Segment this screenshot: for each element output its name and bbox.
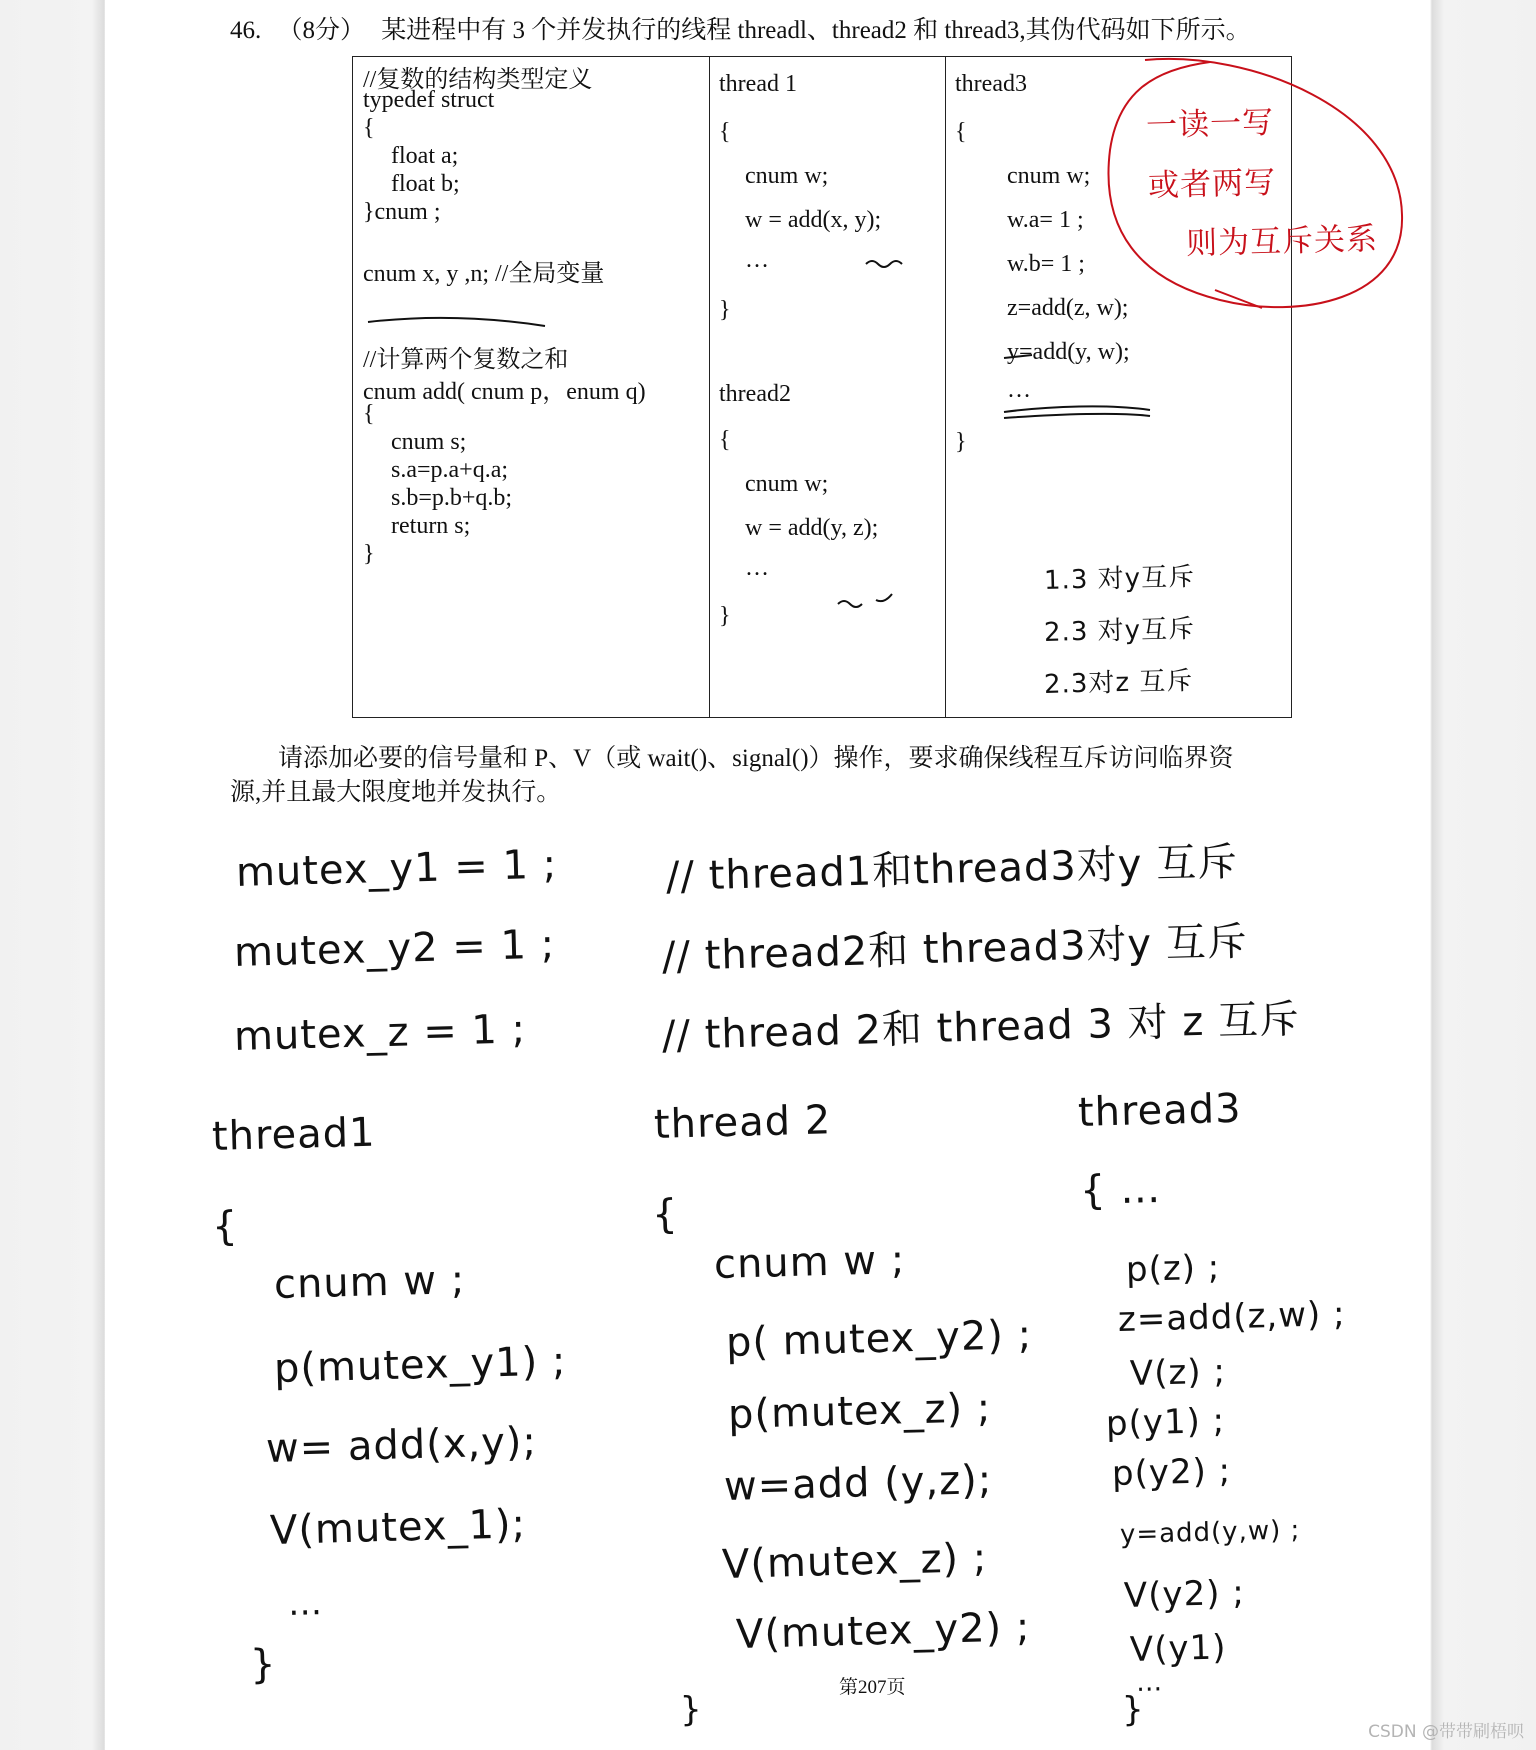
watermark: CSDN @带带刷梧呗 — [1368, 1722, 1524, 1742]
code-line: p( mutex_y2) ; — [725, 1311, 1033, 1366]
semaphore-comment: // thread 2和 thread 3 对 z 互斥 — [661, 996, 1301, 1059]
semaphore-decl: mutex_y1 = 1 ; — [235, 841, 558, 896]
code-line: … — [1135, 1667, 1164, 1698]
question-header — [230, 10, 1261, 46]
instruction-line-2: 源,并且最大限度地并发执行。 — [230, 779, 562, 806]
code-line: cnum w; — [745, 471, 829, 497]
semaphore-comment: // thread1和thread3对y 互斥 — [665, 839, 1239, 900]
code-line: V(mutex_1); — [269, 1501, 527, 1554]
code-column-definitions — [353, 57, 710, 717]
code-line: { — [211, 1203, 240, 1250]
code-line: //计算两个复数之和 — [363, 347, 569, 373]
code-line: … — [745, 555, 769, 581]
code-line: cnum w; — [1007, 163, 1091, 189]
code-line: return s; — [391, 513, 471, 539]
thread2-title: thread 2 — [653, 1097, 832, 1148]
code-column-thread1-thread2 — [709, 57, 946, 717]
code-line: p(z) ; — [1125, 1247, 1221, 1290]
code-line: { — [363, 401, 375, 427]
thread3-title: thread3 — [1077, 1085, 1243, 1136]
code-line: V(z) ; — [1129, 1351, 1227, 1394]
question-score: （8分） — [277, 17, 366, 44]
pair-annotation: 1.3 对y互斥 — [1043, 562, 1196, 596]
page-gutter-right — [1430, 0, 1536, 1750]
code-line: … — [1007, 377, 1031, 403]
code-line: } — [719, 603, 731, 629]
code-line: } — [1121, 1689, 1146, 1730]
code-line: } — [249, 1641, 278, 1688]
code-line: } — [719, 297, 731, 323]
question-text: 某进程中有 3 个并发执行的线程 threadl、thread2 和 thread3,其伪代码如下所示。 — [381, 17, 1251, 44]
code-line: s.b=p.b+q.b; — [391, 485, 513, 511]
code-line: p(y2) ; — [1111, 1450, 1232, 1494]
question-number: 46. — [230, 17, 262, 44]
code-line: }cnum ; — [363, 199, 441, 225]
code-line: y=add(y,w) ; — [1119, 1515, 1301, 1550]
code-line: V(mutex_z) ; — [721, 1535, 988, 1588]
code-line: V(y1) — [1129, 1627, 1228, 1670]
semaphore-decl: mutex_y2 = 1 ; — [233, 921, 556, 976]
code-line-globals: cnum x, y ,n; //全局变量 — [363, 261, 605, 287]
code-line: p(mutex_z) ; — [727, 1385, 992, 1438]
code-line: cnum add( cnum p，enum q) — [363, 379, 646, 405]
code-line: { — [363, 115, 375, 141]
pair-annotation: 2.3对z 互斥 — [1043, 666, 1194, 700]
code-line: w.a= 1 ; — [1007, 207, 1084, 233]
red-annotation: 或者两写 — [1147, 164, 1277, 204]
code-line: thread 1 — [719, 71, 797, 97]
semaphore-decl: mutex_z = 1 ; — [233, 1006, 527, 1060]
code-line: y=add(y, w); — [1007, 339, 1130, 365]
code-line: typedef struct — [363, 87, 495, 113]
code-line: } — [363, 541, 375, 567]
code-line: { — [651, 1191, 680, 1238]
code-line: { — [955, 119, 967, 145]
thread1-title: thread1 — [211, 1109, 377, 1160]
code-line: cnum w ; — [713, 1237, 906, 1288]
code-line: cnum w; — [745, 163, 829, 189]
page-number: 第207页 — [839, 1677, 906, 1698]
code-line: w= add(x,y); — [265, 1418, 538, 1472]
code-line: cnum s; — [391, 429, 467, 455]
code-line: } — [955, 429, 967, 455]
code-line: z=add(z,w) ; — [1117, 1294, 1347, 1340]
code-line: V(y2) ; — [1123, 1572, 1246, 1616]
code-line: p(y1) ; — [1105, 1400, 1226, 1444]
code-line: //复数的结构类型定义 — [363, 67, 593, 93]
code-line: { … — [1079, 1165, 1162, 1214]
document-page — [106, 0, 1430, 1750]
red-annotation: 则为互斥关系 — [1185, 220, 1379, 262]
code-line: float a; — [391, 143, 459, 169]
code-line: w.b= 1 ; — [1007, 251, 1085, 277]
semaphore-comment: // thread2和 thread3对y 互斥 — [661, 918, 1249, 980]
code-line: thread2 — [719, 381, 791, 407]
code-line: w=add (y,z); — [723, 1456, 993, 1510]
code-line: z=add(z, w); — [1007, 295, 1129, 321]
code-line: … — [745, 247, 769, 273]
code-line: p(mutex_y1) ; — [273, 1338, 568, 1392]
instruction-line-1: 请添加必要的信号量和 P、V（或 wait()、signal()）操作，要求确保线程互斥访问临界资 — [278, 745, 1234, 772]
code-line: { — [719, 427, 731, 453]
code-line: thread3 — [955, 71, 1027, 97]
code-line: { — [719, 119, 731, 145]
code-line: float b; — [391, 171, 460, 197]
code-line: cnum w ; — [273, 1257, 466, 1308]
code-line: V(mutex_y2) ; — [735, 1604, 1031, 1658]
code-line: s.a=p.a+q.a; — [391, 457, 509, 483]
code-line: } — [679, 1689, 704, 1730]
code-line: w = add(y, z); — [745, 515, 879, 541]
pair-annotation: 2.3 对y互斥 — [1043, 614, 1196, 648]
red-annotation: 一读一写 — [1145, 104, 1275, 144]
code-line: w = add(x, y); — [745, 207, 882, 233]
code-line: … — [287, 1583, 324, 1624]
page-gutter-left — [0, 0, 105, 1750]
